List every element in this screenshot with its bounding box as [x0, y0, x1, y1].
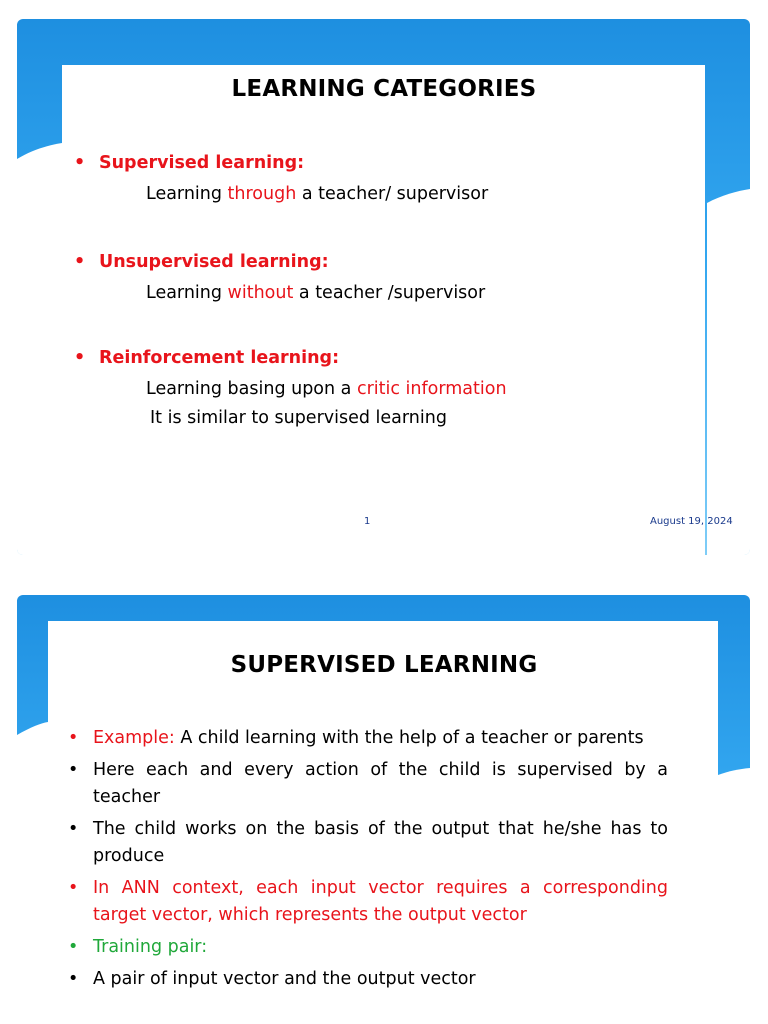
bullet-heading: Supervised learning: [99, 153, 305, 173]
example-label: Example: [93, 728, 175, 748]
list-item: • A pair of input vector and the output vector [68, 966, 668, 993]
list-item: • Example: A child learning with the help of a teacher or parents [68, 725, 668, 752]
slide-1-title: LEARNING CATEGORIES [231, 76, 537, 102]
bullet-dot: • [68, 728, 79, 748]
slide-date: August 19, 2024 [650, 516, 733, 527]
page-number: 1 [364, 516, 371, 527]
bullet-description: Learning through a teacher/ supervisor [146, 184, 489, 204]
bullet-dot: • [74, 153, 86, 173]
bullet-dot: • [68, 760, 79, 780]
bullet-dot: • [74, 348, 86, 368]
bullet-dot: • [68, 937, 79, 957]
bullet-dot: • [74, 252, 86, 272]
bullet-heading: Unsupervised learning: [99, 252, 329, 272]
bullet-description-2: It is similar to supervised learning [150, 408, 447, 428]
bullet-dot: • [68, 819, 79, 839]
bullet-dot: • [68, 878, 79, 898]
bullet-reinforcement [74, 348, 507, 428]
bullet-description: Learning basing upon a critic information [146, 379, 507, 399]
list-item: • In ANN context, each input vector requires a corresponding target vector, which represents the output vector [68, 875, 668, 929]
bullet-unsupervised [74, 252, 485, 303]
bullet-heading: Reinforcement learning: [99, 348, 340, 368]
slide-2-title: SUPERVISED LEARNING [230, 652, 538, 678]
slide-2-bullet-list [68, 725, 668, 998]
slide-1-content-panel [62, 65, 705, 555]
list-item: • Here each and every action of the child is supervised by a teacher [68, 757, 668, 811]
list-item: • Training pair: [68, 934, 668, 961]
bullet-supervised [74, 153, 488, 204]
bullet-dot: • [68, 969, 79, 989]
list-item: • The child works on the basis of the output that he/she has to produce [68, 816, 668, 870]
bullet-description: Learning without a teacher /supervisor [146, 283, 486, 303]
